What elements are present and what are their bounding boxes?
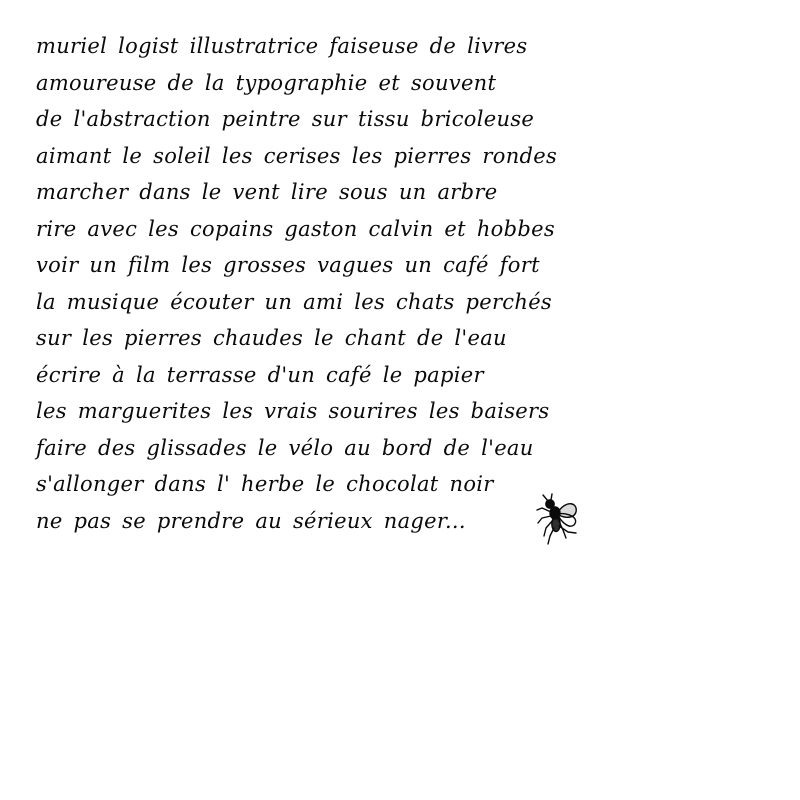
text-line-11: les marguerites les vrais sourires les baisers — [36, 399, 550, 423]
text-line-13: s'allonger dans l' herbe le chocolat noir — [36, 472, 494, 496]
text-line-2: amoureuse de la typographie et souvent — [36, 70, 497, 95]
text-line-10: écrire à la terrasse d'un café le papier — [36, 362, 484, 387]
text-line-8: la musique écouter un ami les chats perchés — [36, 289, 552, 314]
fly-icon — [530, 492, 584, 546]
text-line-14: ne pas se prendre au sérieux nager... — [36, 508, 466, 533]
text-line-3: de l'abstraction peintre sur tissu bricoleuse — [36, 107, 535, 131]
text-line-12: faire des glissades le vélo au bord de l'eau — [36, 435, 534, 460]
handwritten-text-block — [36, 28, 596, 539]
text-line-1: muriel logist illustratrice faiseuse de livres — [36, 34, 528, 58]
text-line-6: rire avec les copains gaston calvin et hobbes — [36, 216, 555, 241]
text-line-9: sur les pierres chaudes le chant de l'eau — [36, 326, 507, 350]
text-line-4: aimant le soleil les cerises les pierres rondes — [36, 143, 558, 168]
text-line-5: marcher dans le vent lire sous un arbre — [36, 180, 498, 204]
text-line-7: voir un film les grosses vagues un café fort — [36, 253, 540, 277]
